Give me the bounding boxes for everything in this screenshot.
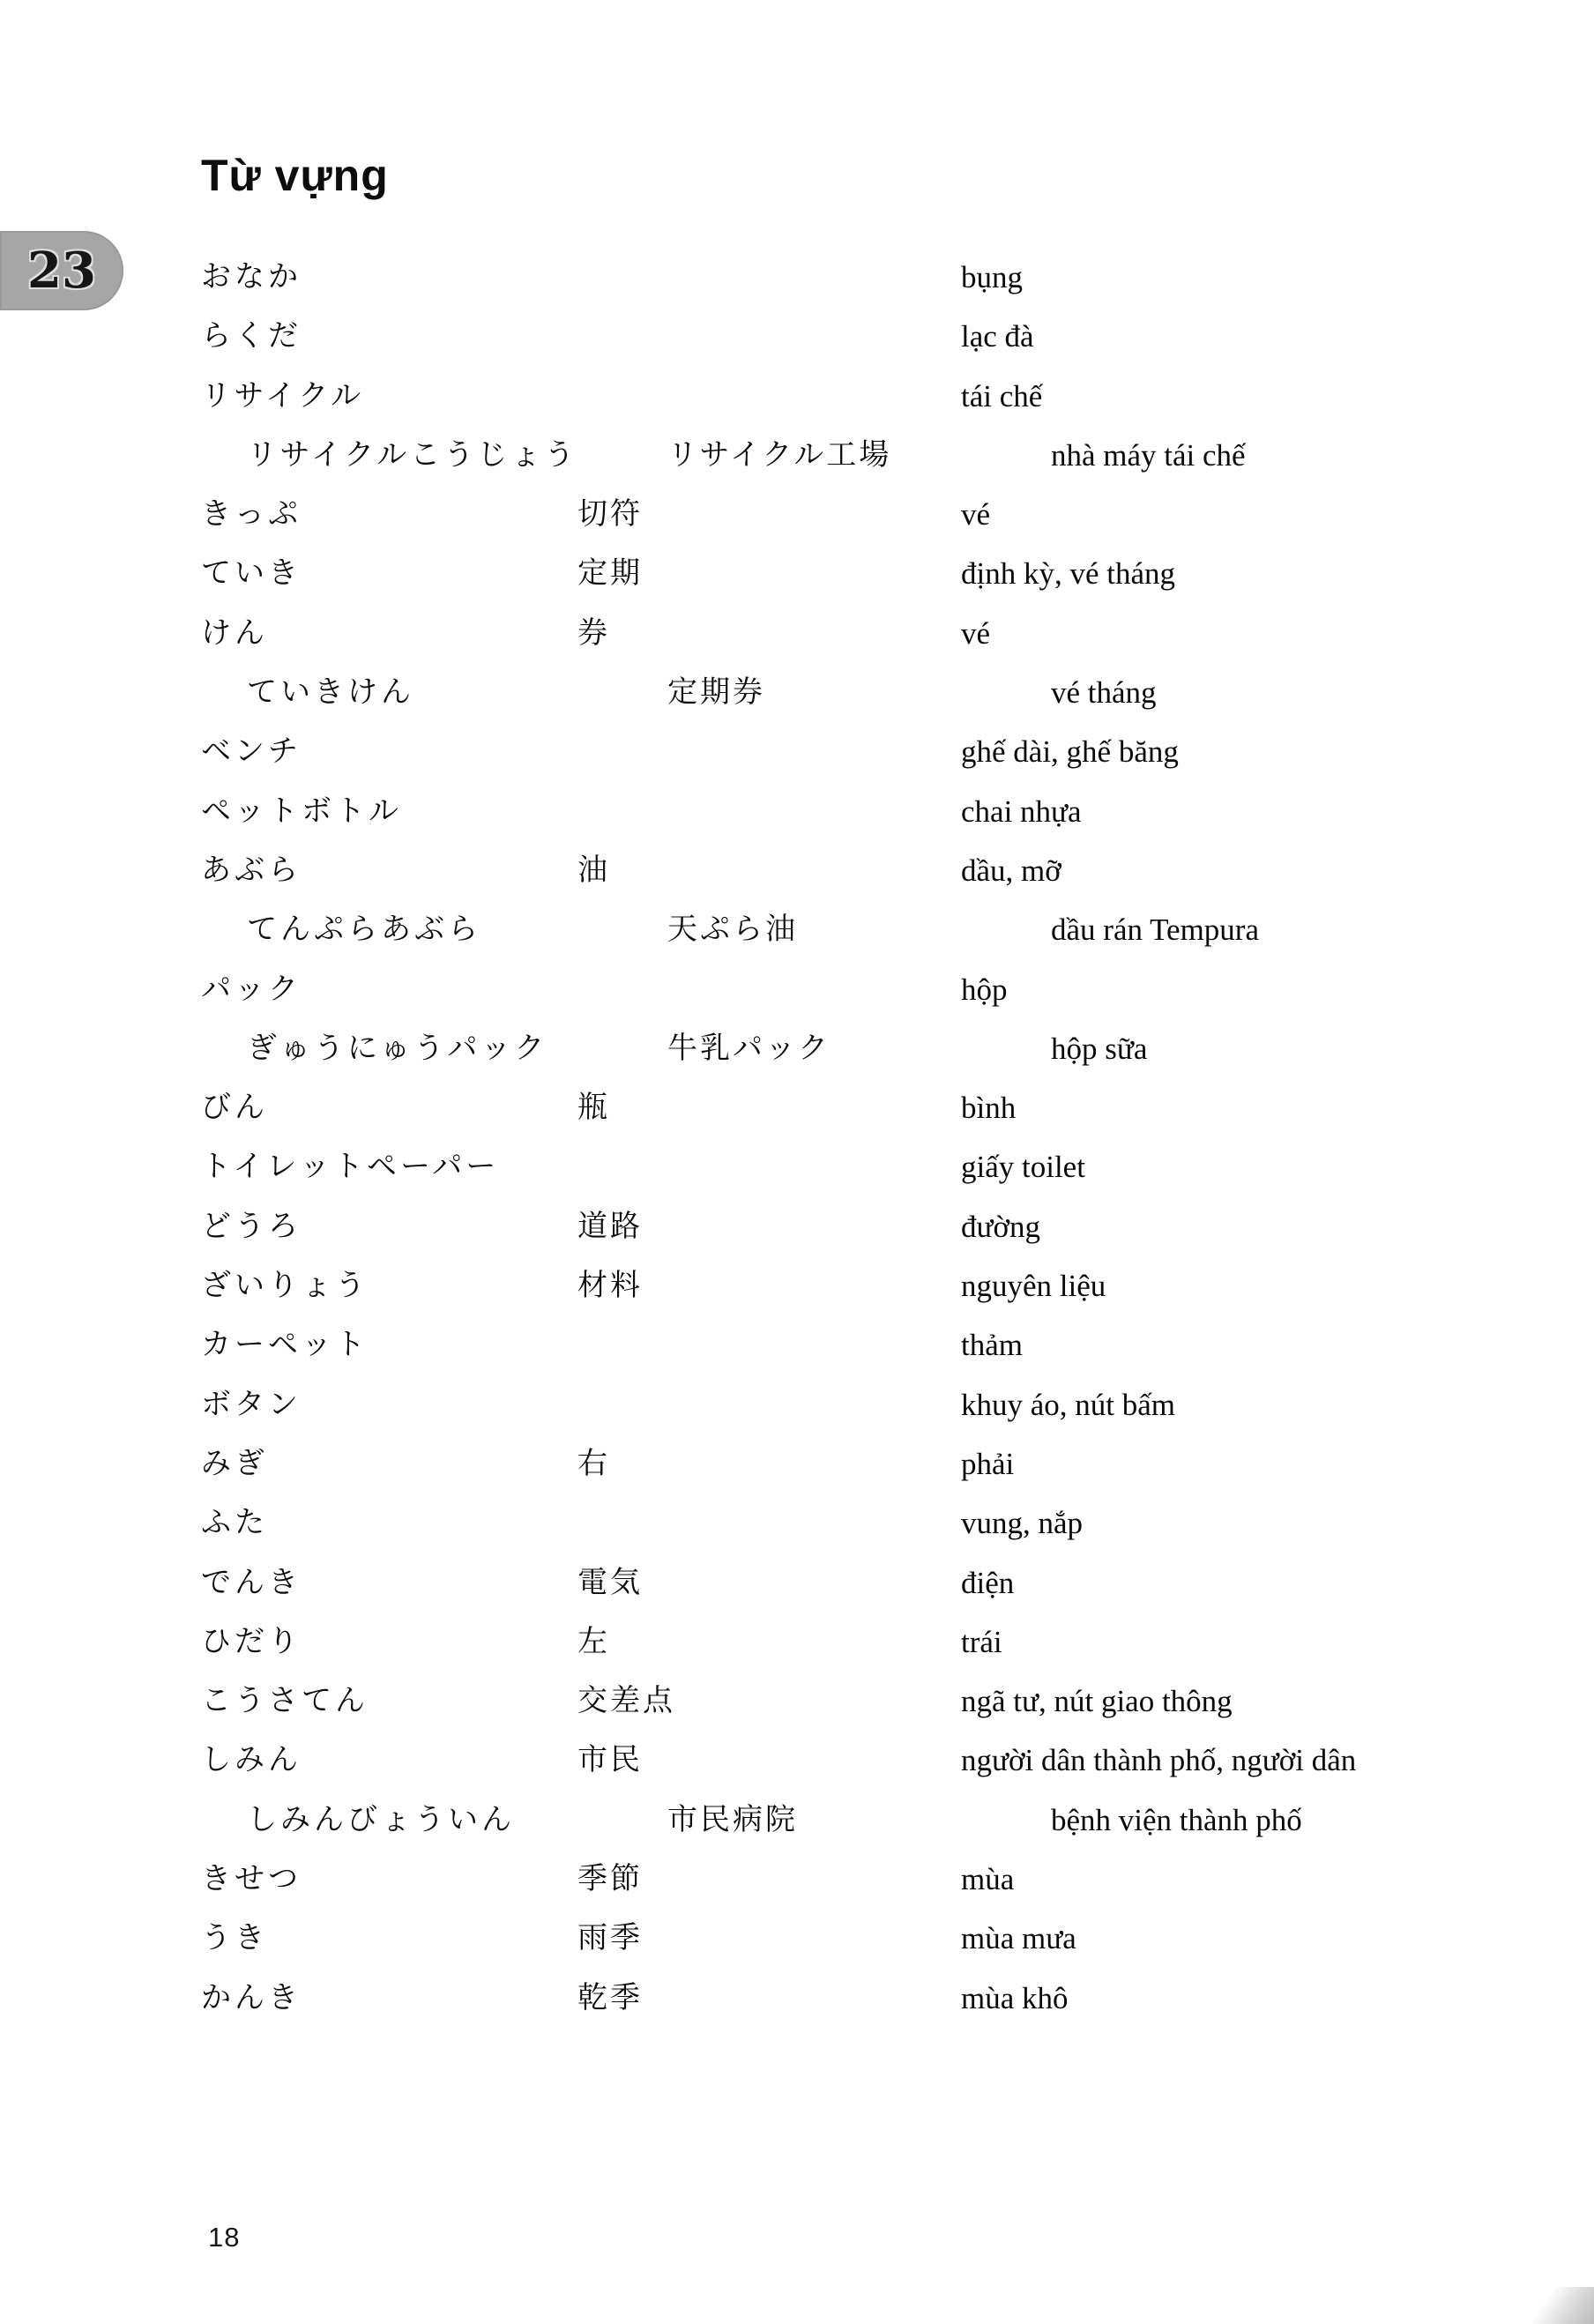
kanji-cell: 定期券 <box>667 676 765 710</box>
kana-cell: カーペット <box>201 1329 369 1362</box>
kana-cell: あぶら <box>201 853 302 887</box>
kanji-cell: 瓶 <box>577 1091 610 1125</box>
vocab-row <box>201 615 1506 674</box>
vocab-row <box>201 1326 1506 1385</box>
meaning-cell: đường <box>961 1209 1040 1244</box>
vocab-row <box>201 1148 1506 1207</box>
kana-cell: リサイクル <box>201 379 365 413</box>
vocab-row <box>201 1030 1506 1089</box>
meaning-cell: mùa khô <box>961 1980 1069 2015</box>
kanji-cell: 道路 <box>577 1210 643 1243</box>
meaning-cell: vung, nắp <box>961 1506 1084 1541</box>
meaning-cell: vé <box>961 497 991 533</box>
kana-cell: リサイクルこうじょう <box>247 438 578 472</box>
kanji-cell: リサイクル工場 <box>667 438 892 472</box>
kana-cell: ひだり <box>201 1625 302 1658</box>
kana-cell: みぎ <box>201 1447 268 1480</box>
kana-cell: パック <box>201 972 302 1006</box>
vocab-row <box>201 1623 1506 1682</box>
kanji-cell: 牛乳パック <box>667 1032 831 1065</box>
vocab-row <box>201 1208 1506 1267</box>
vocab-row <box>201 495 1506 555</box>
kanji-cell: 天ぷら油 <box>667 913 798 947</box>
vocab-row <box>201 911 1506 970</box>
meaning-cell: giấy toilet <box>961 1150 1085 1185</box>
scan-smudge <box>1532 2287 1594 2324</box>
meaning-cell: tái chế <box>961 378 1043 413</box>
vocab-row <box>201 1919 1506 1978</box>
kanji-cell: 油 <box>577 853 610 887</box>
meaning-cell: mùa mưa <box>961 1921 1076 1956</box>
kanji-cell: 市民病院 <box>667 1803 798 1836</box>
kanji-cell: 材料 <box>577 1270 643 1303</box>
meaning-cell: bụng <box>961 260 1023 294</box>
kana-cell: きせつ <box>201 1863 302 1896</box>
kanji-cell: 券 <box>577 616 610 650</box>
kanji-cell: 定期 <box>577 557 643 591</box>
vocab-row <box>201 1979 1506 2038</box>
meaning-cell: vé tháng <box>1051 675 1157 711</box>
lesson-number-badge <box>0 231 123 310</box>
kana-cell: どうろ <box>201 1210 302 1243</box>
vocab-row <box>201 1504 1506 1563</box>
page-title: Từ vựng <box>201 151 389 200</box>
kanji-cell: 右 <box>577 1447 610 1480</box>
meaning-cell: nguyên liệu <box>961 1269 1106 1304</box>
vocab-row <box>201 317 1506 376</box>
meaning-cell: bình <box>961 1091 1017 1126</box>
kana-cell: ベンチ <box>201 735 302 769</box>
kana-cell: かんき <box>201 1981 302 2015</box>
vocab-row <box>201 1445 1506 1504</box>
vocab-row <box>201 258 1506 317</box>
kana-cell: ていきけん <box>247 676 414 710</box>
meaning-cell: chai nhựa <box>961 793 1082 829</box>
kana-cell: ざいりょう <box>201 1270 369 1303</box>
kana-cell: うき <box>201 1922 268 1955</box>
meaning-cell: dầu rán Tempura <box>1051 912 1259 948</box>
kana-cell: ボタン <box>201 1388 302 1421</box>
kana-cell: けん <box>201 616 268 650</box>
meaning-cell: người dân thành phố, người dân <box>961 1743 1357 1778</box>
vocab-row <box>201 1564 1506 1623</box>
kanji-cell: 交差点 <box>577 1685 675 1718</box>
vocab-row <box>201 733 1506 792</box>
kanji-cell: 雨季 <box>577 1922 643 1955</box>
vocab-row <box>201 1682 1506 1741</box>
meaning-cell: mùa <box>961 1862 1015 1897</box>
meaning-cell: ngã tư, nút giao thông <box>961 1684 1233 1719</box>
meaning-cell: điện <box>961 1565 1015 1600</box>
meaning-cell: ghế dài, ghế băng <box>961 734 1179 770</box>
kana-cell: でんき <box>201 1566 302 1599</box>
kana-cell: しみん <box>201 1744 302 1777</box>
meaning-cell: hộp sữa <box>1051 1031 1148 1066</box>
vocab-row <box>201 555 1506 614</box>
lesson-number: 23 <box>27 242 96 300</box>
kana-cell: こうさてん <box>201 1685 369 1718</box>
vocab-row <box>201 1741 1506 1800</box>
vocab-list <box>201 258 1506 2038</box>
meaning-cell: bệnh viện thành phố <box>1051 1802 1302 1837</box>
kanji-cell: 乾季 <box>577 1981 643 2015</box>
meaning-cell: hộp <box>961 972 1008 1007</box>
kana-cell: ふた <box>201 1507 268 1540</box>
vocab-row <box>201 971 1506 1030</box>
kana-cell: しみんびょういん <box>247 1803 515 1836</box>
kana-cell: きっぷ <box>201 498 302 532</box>
page-number: 18 <box>208 2222 241 2253</box>
kanji-cell: 左 <box>577 1625 610 1658</box>
meaning-cell: khuy áo, nút bấm <box>961 1387 1176 1422</box>
meaning-cell: lạc đà <box>961 319 1034 354</box>
meaning-cell: thảm <box>961 1328 1023 1363</box>
meaning-cell: trái <box>961 1624 1002 1659</box>
vocab-row <box>201 436 1506 495</box>
kanji-cell: 切符 <box>577 498 643 532</box>
kana-cell: てんぷらあぶら <box>247 913 481 947</box>
kana-cell: びん <box>201 1091 268 1125</box>
vocab-row <box>201 1089 1506 1148</box>
vocab-row <box>201 1386 1506 1445</box>
kanji-cell: 電気 <box>577 1566 643 1599</box>
vocab-row <box>201 1801 1506 1860</box>
meaning-cell: phải <box>961 1446 1015 1481</box>
kana-cell: ていき <box>201 557 302 591</box>
kana-cell: ペットボトル <box>201 794 402 828</box>
vocab-row <box>201 852 1506 911</box>
kana-cell: ぎゅうにゅうパック <box>247 1032 548 1065</box>
meaning-cell: định kỳ, vé tháng <box>961 556 1176 592</box>
kana-cell: トイレットペーパー <box>201 1151 500 1184</box>
kana-cell: らくだ <box>201 320 302 354</box>
vocab-row <box>201 793 1506 852</box>
kana-cell: おなか <box>201 261 302 294</box>
meaning-cell: dầu, mỡ <box>961 853 1061 888</box>
vocab-row <box>201 1267 1506 1326</box>
vocab-row <box>201 674 1506 733</box>
meaning-cell: nhà máy tái chế <box>1051 437 1246 473</box>
vocab-row <box>201 377 1506 436</box>
meaning-cell: vé <box>961 615 991 651</box>
vocab-row <box>201 1860 1506 1919</box>
kanji-cell: 季節 <box>577 1863 643 1896</box>
kanji-cell: 市民 <box>577 1744 643 1777</box>
